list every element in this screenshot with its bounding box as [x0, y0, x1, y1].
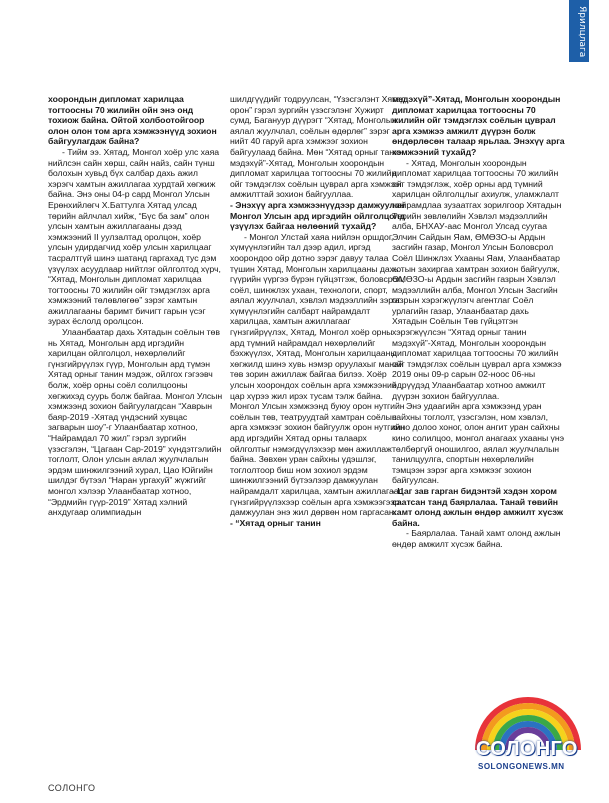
logo-url: SOLONGONEWS.MN: [478, 762, 565, 771]
answer-paragraph: Энэ удаагийн арга хэмжээнд уран сайхны тоглолт, үзэсгэлэн, ном хэвлэл, кино долоо хоног, олон ангит уран сайхны кино солилцоо, монгол анагаах ухааны үнэ төлбөргүй оношилгоо, аялал жуулчлалын танилцуулга, спортын нөхөрлөлийн тэмцээн зэрэг арга хэмжээг зохион байгуулсан.: [392, 401, 564, 486]
article-column-2: [230, 94, 406, 528]
answer-paragraph: - Баярлалаа. Танай хамт олонд ажлын өндөр амжилт хүсэж байна.: [392, 528, 561, 549]
answer-paragraph: Улаанбаатар дахь Хятадын соёлын төв нь Хятад, Монголын ард иргэдийн харилцан ойлголцол, нөхөрлөлийг гүнзгийрүүлэх гүүр, Монголын ард түмэн Хятад орныг танин мэдэж, ойлгох гэгээвч болж, хоёр орны соёл солилцооны хөгжихэд суурь болж байгаа. Монгол Улсын хэмжээнд зохион байгуулагдсан “Хаврын баяр-2019 -Хятад үндэсний хувцас загварын шоу”-г Улаанбаатар хотноо, “Найрамдал 70 жил” гэрэл зургийн үзэсгэлэн, “Цагаан Сар-2019” хүндэтгэлийн тоглолт, Олон улсын аялал жуулчлалын эрдэм шинжилгээний хурал, Цао Юйгийн шилдэг бүтээл “Наран ургахуй” жүжгийг монгол хэлээр Улаанбаатар хотноо, “Эрдмийн гүүр-2019” Хятад хэлний анхдугаар олимпиадын: [48, 327, 223, 518]
question-paragraph: мэдэхүй”-Хятад, Монголын хоорондын дипломат харилцаа тогтоосны 70 жилийн ойг тэмдэглэх соёлын цуврал арга хэмжээ амжилт дүүрэн болж өндөрлөсөн талаар ярьлаа. Энэхүү арга хэмжээний тухайд?: [392, 94, 565, 157]
article-column-3: [392, 94, 566, 550]
side-tab-label: Ярилцлага: [577, 6, 587, 58]
question-paragraph: - Энэхүү арга хэмжээнүүдээр дамжуулан Монгол Улсын ард иргэдийн ойлголцолд үзүүлэх байгаа нөлөөний тухайд?: [230, 199, 406, 232]
answer-paragraph: - Хятад, Монголын хоорондын дипломат харилцаа тогтоосны 70 жилийн ойг тэмдэглэж, хоёр орны ард түмний харилцан ойлголцлыг ахиулж, уламжлалт найрамдлаа зузаатгах зорилгоор Хятадын Төрийн зөвлөлийн Хэвлэл мэдээллийн алба, БНХАУ-аас Монгол Улсад суугаа Элчин Сайдын Яам, ӨМӨЗО-ы Ардын засгийн газар, Монгол Улсын Боловсрол Соёл Шинжлэх Ухааны Яам, Улаанбаатар хотын захиргаа хамтран зохион байгуулж, ӨМӨЗО-ы Ардын засгийн газрын Хэвлэл мэдээллийн алба, Монгол Улсын Засгийн газрын хэрэгжүүлэгч агентлаг Соёл урлагийн газар, Улаанбаатар дахь Хятадын Соёлын Төв гүйцэтгэн хэрэгжүүлсэн “Хятад орныг танин мэдэхүй”-Хятад, Монголын хоорондын дипломат харилцаа тогтоосны 70 жилийн ойг тэмдэглэх соёлын цуврал арга хэмжээ 2019 оны 09-р сарын 02-ноос 06-ны өдрүүдэд Улаанбаатар хотноо амжилт дүүрэн зохион байгууллаа.: [392, 157, 562, 401]
answer-paragraph: - Монгол Улстай хаяа нийлэн оршдог, хүмүүнлэгийн тал дээр адил, иргэд хоорондоо ойр дотно зэрэг давуу талаа түшин Хятад, Монголын харилцааны дахь гүүрийн үүргээ бүрэн гүйцэтгэж, боловсрол, соёл, шинжлэх ухаан, технологи, спорт, аялал жуулчлал, хэвлэл мэдээллийн зэрэг хүмүүнлэгийн салбарт найрамдалт харилцаа, хамтын ажиллагааг гүнзгийрүүлэх, Хятад, Монгол хоёр орны ард түмний найрамдал нөхөрлөлийг бэхжүүлэх, Хятад, Монголын харилцааны хөгжилд шинэ хувь нэмэр оруулахыг манай төв зорин ажиллаж байгаа билээ. Хоёр улсын хоорондох соёлын арга хэмжээний цар хүрээ жил ирэх тусам тэлж байна. Монгол Улсын хэмжээнд буюу орон нутгийн соёлын төв, театруудтай хамтран соёлын арга хэмжээг зохион байгуулж орон нутгийн ард иргэдийн Хятад орны талаарх ойлголтыг нэмэгдүүлэхээр мөн ажиллаж байна. Зөвхөн уран сайхны үдэшлэг, тоглолтоор биш ном зохиол эрдэм шинжилгээний бүтээлээр дамжуулан найрамдалт харилцаа, хамтын ажиллагааг гүнзгийрүүлэхээр соёлын арга хэмжээгээр дамжуулан энэ жил дөрвөн ном гаргасан.: [230, 231, 405, 518]
answer-paragraph: шилдгүүдийг тодруулсан, “Үзэсгэлэнт Хятад орон” гэрэл зургийн үзэсгэлэнг Хужирт сумд, Багануур дүүрэгт “Хятад, Монголын аялал жуулчлал, соёлын өдөрлөг” зэрэг нийт 40 гаруй арга хэмжээг зохион байгуулаад байна. Мөн “Хятад орныг танин мэдэхүй”-Хятад, Монголын хоорондын дипломат харилцаа тогтоосны 70 жилийн ойг тэмдэглэх соёлын цуврал арга хэмжээг амжилттай зохион байгууллаа.: [230, 94, 406, 200]
article-column-1: [48, 94, 223, 518]
question-paragraph: хоорондын дипломат харилцаа тогтоосны 70 жилийн ойн энэ онд тохиож байна. Ойтой холбоотойгоор олон олон том арга хэмжээнүүд зохион байгуулагдаж байна?: [48, 94, 217, 147]
question-paragraph: - “Хятад орныг танин: [230, 517, 321, 528]
question-paragraph: - Цаг зав гарган бидэнтэй хэдэн хором саатсан танд баярлалаа. Танай төвийн хамт олонд ажлын өндөр амжилт хүсэж байна.: [392, 485, 563, 528]
logo-wordmark: СОЛОНГО: [476, 738, 578, 760]
side-tab: [565, 0, 609, 803]
answer-paragraph: - Тийм ээ. Хятад, Монгол хоёр улс хаяа нийлсэн сайн хөрш, сайн найз, сайн түнш болохын хувьд бүх салбар дахь ажил хэрэгч хамтын ажиллагаа хурдтай хөгжиж байна. Энэ оны 04-р сард Монгол Улсын Ерөнхийлөгч Х.Баттулга Хятад улсад төрийн айлчлал хийж, “Бүс ба зам” олон улсын хамтын ажиллагааны дээд хэмжээний II уулзалтад оролцон, хоёр улсын удирдагчид хоёр улсын харилцааг тасралтгүй шинэ шатанд гаргахад тус дэм үзүүлэх асуудлаар нийтлэг ойлголтод хүрч, “Хятад, Монголын дипломат харилцаа тогтоосны 70 жилийн ойг тэмдэглэх арга хэмжээний төлөвлөгөө” зэрэг хамтын ажиллагааны баримт бичигт гарын үсэг зурах ёслолд оролцсон.: [48, 146, 221, 327]
footer-label: СОЛОНГО: [48, 783, 96, 793]
